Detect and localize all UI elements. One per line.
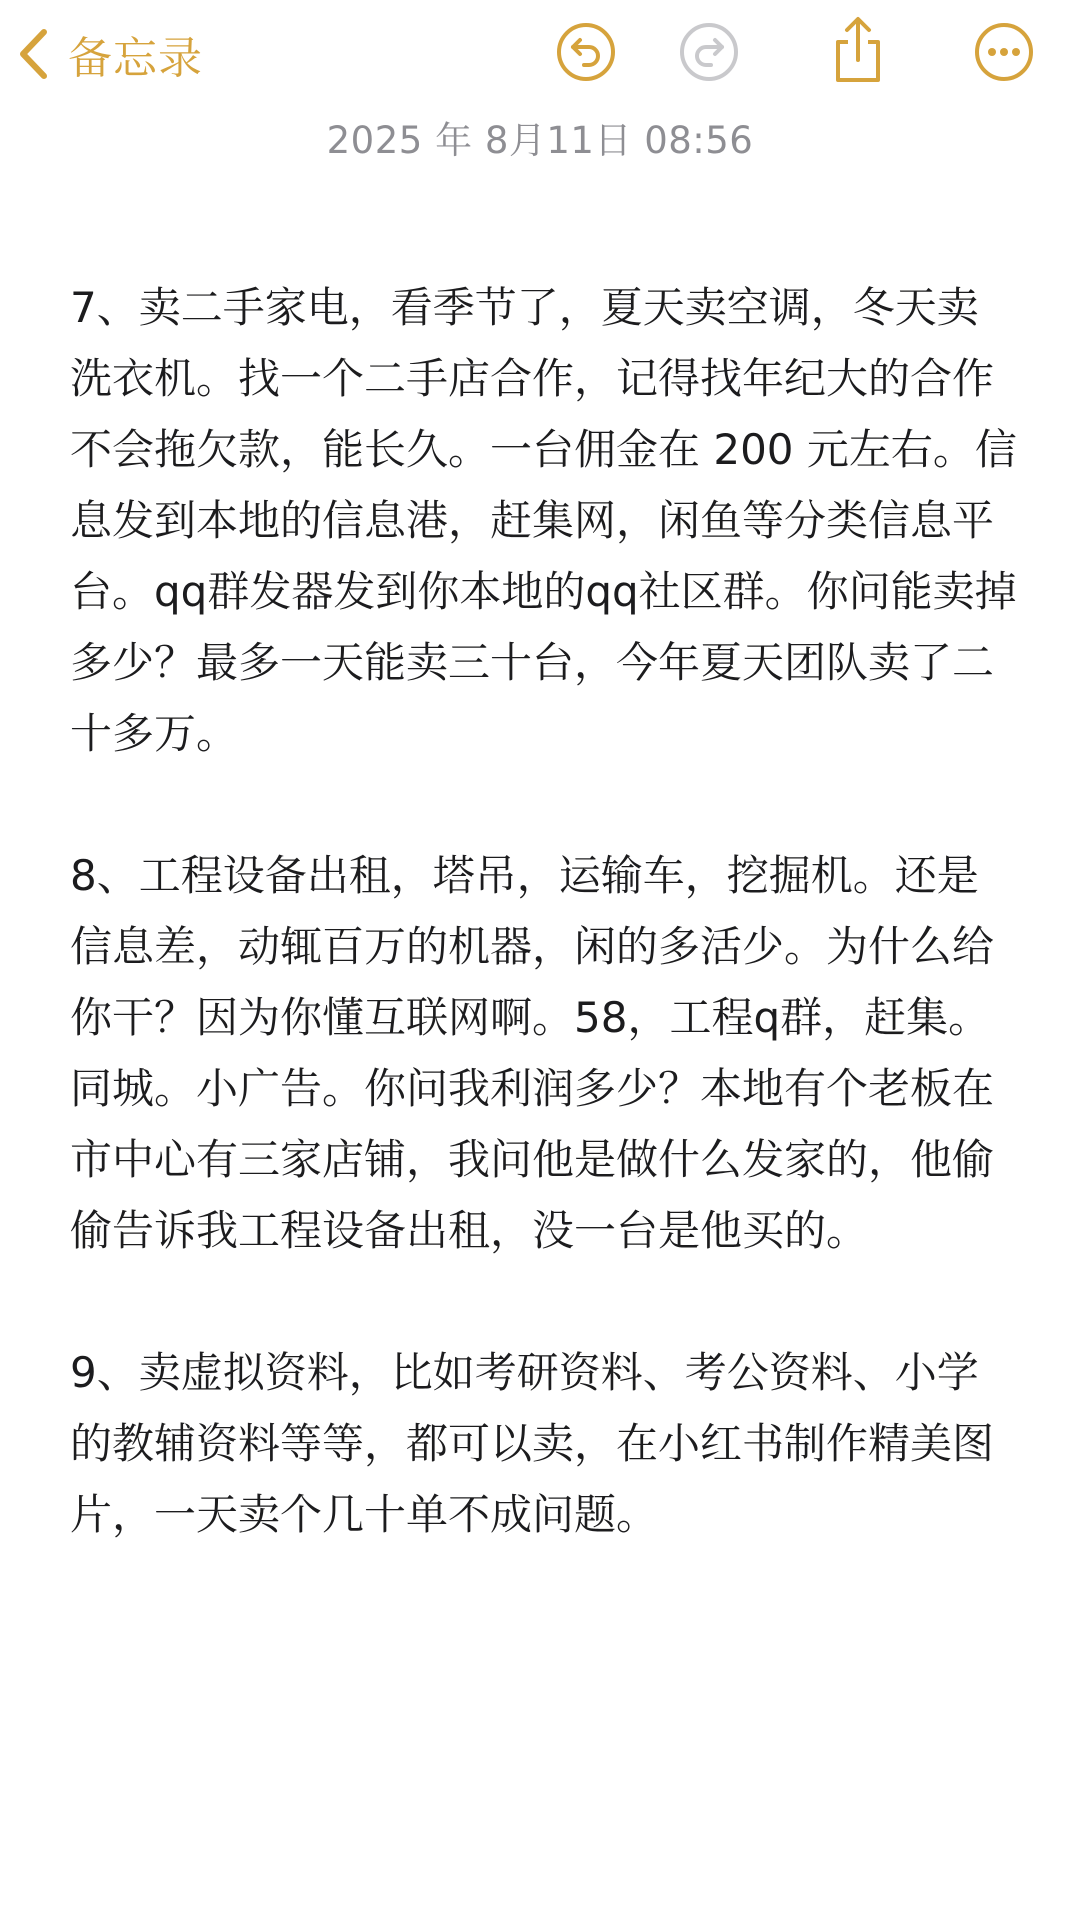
note-paragraph: 8、工程设备出租，塔吊，运输车，挖掘机。还是信息差，动辄百万的机器，闲的多活少。为什么给你干？因为你懂互联网啊。58，工程q群，赶集。同城。小广告。你问我利润多少？本地有个老板在市中心有三家店铺，我问他是做什么发家的，他偷偷告诉我工程设备出租，没一台是他买的。 <box>70 851 995 1255</box>
note-paragraph: 9、卖虚拟资料，比如考研资料、考公资料、小学的教辅资料等等，都可以卖，在小红书制作精美图片，一天卖个几十单不成问题。 <box>70 1348 995 1539</box>
redo-icon <box>677 20 741 84</box>
note-date: 2025 年 8月11日 08:56 <box>326 119 754 162</box>
back-label: 备忘录 <box>68 33 203 84</box>
chevron-left-icon <box>18 28 48 80</box>
note-paragraph: 7、卖二手家电，看季节了，夏天卖空调，冬天卖洗衣机。找一个二手店合作，记得找年纪大的合作不会拖欠款，能长久。一台佣金在 200 元左右。信息发到本地的信息港，赶集网，闲鱼等分类信息平台。qq群发器发到你本地的qq社区群。你问能卖掉多少？最多一天能卖三十台，今年夏天团队卖了二十多万。 <box>70 283 1017 758</box>
back-button[interactable] <box>18 22 203 86</box>
more-icon <box>972 20 1036 84</box>
share-button[interactable] <box>826 14 890 86</box>
more-button[interactable] <box>972 20 1036 84</box>
undo-button[interactable] <box>554 20 618 84</box>
top-toolbar <box>0 0 1080 110</box>
undo-icon <box>554 20 618 84</box>
redo-button[interactable] <box>677 20 741 84</box>
note-body[interactable] <box>70 272 1020 1621</box>
share-icon <box>826 14 890 86</box>
